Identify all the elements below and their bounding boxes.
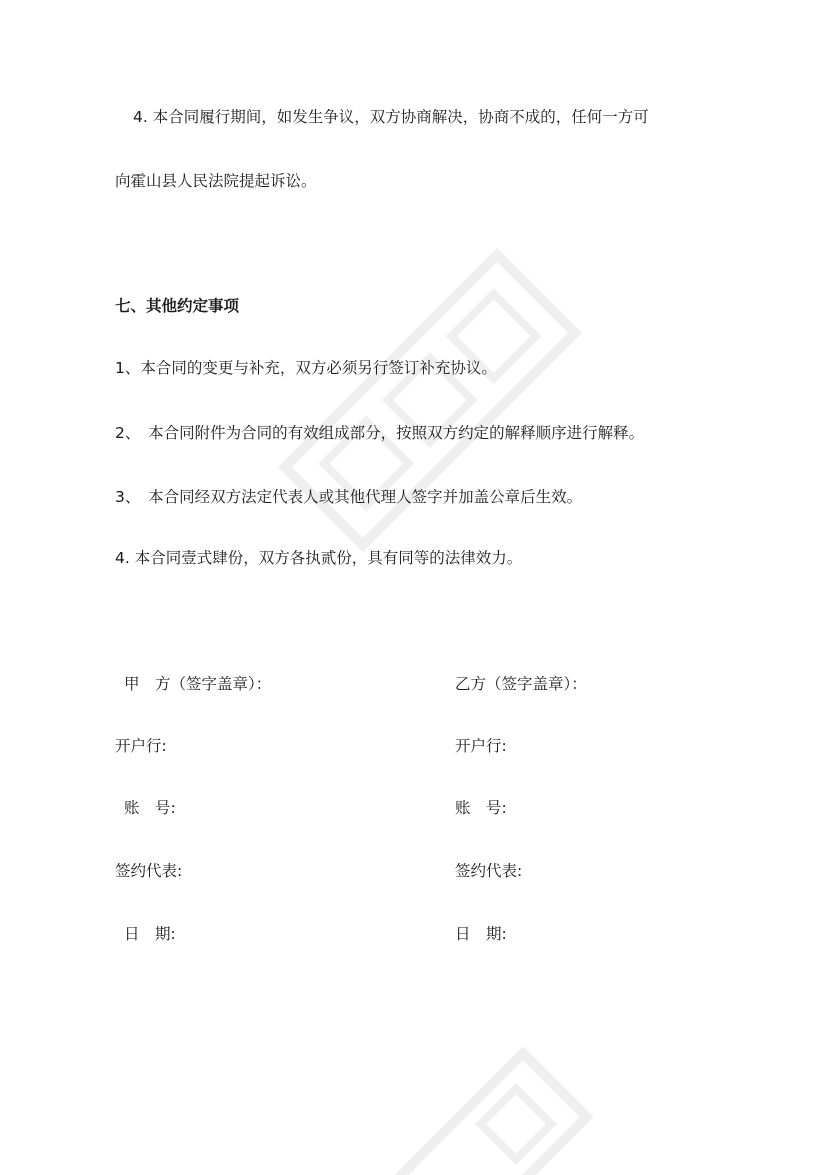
article6-item4-line2: 向霍山县人民法院提起诉讼。 — [115, 172, 317, 190]
article7-item-2: 2、 本合同附件为合同的有效组成部分，按照双方约定的解释顺序进行解释。 — [115, 424, 645, 442]
article7-item-4: 4. 本合同壹式肆份，双方各执贰份，具有同等的法律效力。 — [115, 549, 523, 567]
article7-item-3: 3、 本合同经双方法定代表人或其他代理人签字并加盖公章后生效。 — [115, 488, 583, 506]
watermark-mark-bottom — [353, 1053, 586, 1175]
article7-heading: 七、其他约定事项 — [115, 297, 240, 315]
article7-item-1: 1、本合同的变更与补充，双方必须另行签订补充协议。 — [115, 359, 497, 377]
party-a-date: 日 期: — [124, 925, 176, 943]
party-b-date: 日 期: — [455, 925, 507, 943]
party-b-bank: 开户行: — [455, 737, 507, 755]
party-b-account: 账 号: — [455, 799, 507, 817]
party-a-bank: 开户行: — [115, 737, 167, 755]
party-b-representative: 签约代表: — [455, 862, 523, 880]
article6-item4-line1: 4. 本合同履行期间，如发生争议，双方协商解决，协商不成的，任何一方可 — [133, 108, 649, 126]
party-b-title: 乙方（签字盖章）： — [455, 675, 587, 693]
party-a-representative: 签约代表: — [115, 862, 183, 880]
party-a-title: 甲 方（签字盖章）： — [124, 675, 272, 693]
party-a-account: 账 号: — [124, 799, 176, 817]
